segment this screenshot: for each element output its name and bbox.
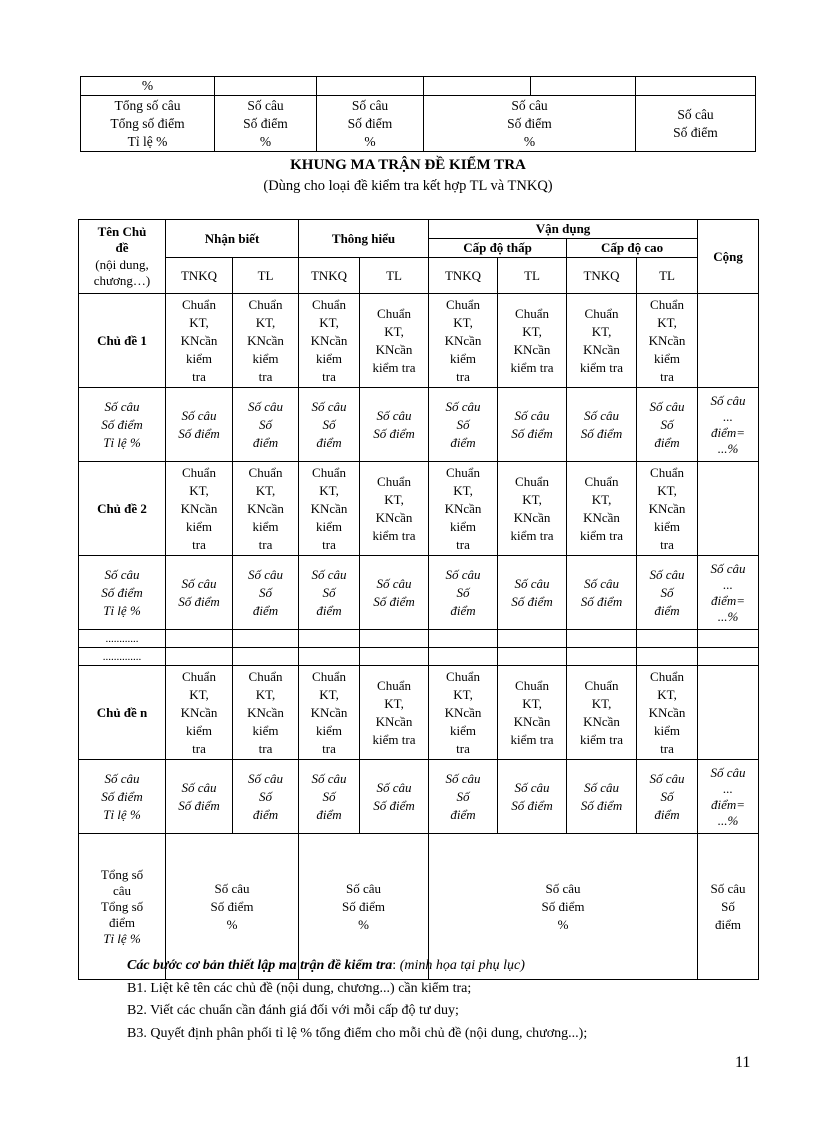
- standard-cell: Chuẩn KT, KNcần kiểm tra: [429, 666, 498, 760]
- standard-cell: Chuẩn KT, KNcần kiểm tra: [166, 666, 233, 760]
- tnkq-header: TNKQ: [166, 258, 233, 294]
- topic-header: Tên Chủ đề (nội dung, chương…): [79, 220, 166, 294]
- standard-cell: Chuẩn KT, KNcần kiểm tra: [233, 294, 299, 388]
- low-level-header: Cấp độ thấp: [429, 239, 567, 258]
- stat-cell: Số câu Số điểm: [360, 388, 429, 462]
- stat-cell: Số câu Số điểm: [233, 388, 299, 462]
- stat-cell: Số câu Số điểm: [637, 556, 698, 630]
- topic-name: Chủ đề 1: [79, 294, 166, 388]
- standard-cell: Chuẩn KT, KNcần kiểm tra: [233, 666, 299, 760]
- stat-total: Số câu ... điểm= ...%: [698, 388, 759, 462]
- understand-header: Thông hiểu: [299, 220, 429, 258]
- step-b3: B3. Quyết định phân phối tỉ lệ % tổng điểm cho mỗi chủ đề (nội dung, chương...);: [127, 1025, 588, 1041]
- page-subtitle: (Dùng cho loại đề kiểm tra kết hợp TL và TNKQ): [263, 178, 553, 194]
- apply-header: Vận dụng: [429, 220, 698, 239]
- stat-cell: Số câu Số điểm: [429, 388, 498, 462]
- high-level-header: Cấp độ cao: [567, 239, 698, 258]
- standard-cell: Chuẩn KT, KNcần kiểm tra: [299, 294, 360, 388]
- standard-cell: Chuẩn KT, KNcần kiểm tra: [498, 666, 567, 760]
- stat-cell: Số câu Số điểm: [360, 760, 429, 834]
- stat-cell: Số câu Số điểm: [498, 556, 567, 630]
- standard-cell: Chuẩn KT, KNcần kiểm tra: [567, 294, 637, 388]
- placeholder-row: ............: [79, 630, 166, 648]
- total-header: Cộng: [698, 220, 759, 294]
- standard-cell: Chuẩn KT, KNcần kiểm tra: [166, 294, 233, 388]
- total-label-cell: Tổng số câu Tổng số điểm Tỉ lệ %: [81, 96, 215, 152]
- steps-section: [127, 955, 587, 1045]
- placeholder-row: ..............: [79, 648, 166, 666]
- total-cell: Số câu Số điểm %: [215, 96, 317, 152]
- tnkq-header: TNKQ: [429, 258, 498, 294]
- stat-cell: Số câu Số điểm: [166, 760, 233, 834]
- standard-cell: Chuẩn KT, KNcần kiểm tra: [637, 666, 698, 760]
- standard-cell: Chuẩn KT, KNcần kiểm tra: [233, 462, 299, 556]
- standard-cell: Chuẩn KT, KNcần kiểm tra: [429, 462, 498, 556]
- stat-cell: Số câu Số điểm: [299, 388, 360, 462]
- page-title: KHUNG MA TRẬN ĐỀ KIỂM TRA: [290, 157, 526, 173]
- tl-header: TL: [637, 258, 698, 294]
- stat-cell: Số câu Số điểm: [299, 556, 360, 630]
- stat-total: Số câu ... điểm= ...%: [698, 556, 759, 630]
- stat-cell: Số câu Số điểm: [498, 760, 567, 834]
- total-cell: Số câu Số điểm: [636, 96, 756, 152]
- standard-cell: Chuẩn KT, KNcần kiểm tra: [498, 294, 567, 388]
- stat-cell: Số câu Số điểm: [637, 760, 698, 834]
- standard-cell: Chuẩn KT, KNcần kiểm tra: [360, 294, 429, 388]
- stat-total: Số câu ... điểm= ...%: [698, 760, 759, 834]
- topic-name: Chủ đề n: [79, 666, 166, 760]
- stat-cell: Số câu Số điểm: [233, 556, 299, 630]
- stat-cell: Số câu Số điểm: [360, 556, 429, 630]
- stat-cell: Số câu Số điểm: [299, 760, 360, 834]
- stat-label: Số câu Số điểm Tỉ lệ %: [79, 388, 166, 462]
- standard-cell: Chuẩn KT, KNcần kiểm tra: [637, 462, 698, 556]
- stat-cell: Số câu Số điểm: [429, 556, 498, 630]
- standard-cell: Chuẩn KT, KNcần kiểm tra: [498, 462, 567, 556]
- tl-header: TL: [233, 258, 299, 294]
- footer-cell: Số câu Số điểm %: [299, 834, 429, 980]
- stat-label: Số câu Số điểm Tỉ lệ %: [79, 760, 166, 834]
- standard-cell: Chuẩn KT, KNcần kiểm tra: [567, 666, 637, 760]
- standard-cell: Chuẩn KT, KNcần kiểm tra: [429, 294, 498, 388]
- stat-cell: Số câu Số điểm: [567, 388, 637, 462]
- total-cell: Số câu Số điểm %: [424, 96, 636, 152]
- topic-body: [79, 294, 759, 834]
- standard-cell: Chuẩn KT, KNcần kiểm tra: [360, 666, 429, 760]
- topic-name: Chủ đề 2: [79, 462, 166, 556]
- matrix-table: [78, 219, 759, 980]
- total-cell: Số câu Số điểm %: [317, 96, 424, 152]
- footer-total: Số câu Số điểm: [698, 834, 759, 980]
- stat-cell: Số câu Số điểm: [429, 760, 498, 834]
- stat-cell: Số câu Số điểm: [498, 388, 567, 462]
- footer-label: Tổng số câu Tổng số điểm Tỉ lệ %: [79, 834, 166, 980]
- standard-cell: Chuẩn KT, KNcần kiểm tra: [637, 294, 698, 388]
- tl-header: TL: [498, 258, 567, 294]
- stat-cell: Số câu Số điểm: [233, 760, 299, 834]
- tnkq-header: TNKQ: [567, 258, 637, 294]
- tnkq-header: TNKQ: [299, 258, 360, 294]
- stat-cell: Số câu Số điểm: [637, 388, 698, 462]
- standard-cell: Chuẩn KT, KNcần kiểm tra: [360, 462, 429, 556]
- footer-cell: Số câu Số điểm %: [166, 834, 299, 980]
- stat-cell: Số câu Số điểm: [567, 760, 637, 834]
- stat-cell: Số câu Số điểm: [567, 556, 637, 630]
- percent-cell: %: [81, 77, 215, 96]
- standard-cell: Chuẩn KT, KNcần kiểm tra: [299, 462, 360, 556]
- step-b2: B2. Viết các chuẩn cần đánh giá đối với mỗi cấp độ tư duy;: [127, 1003, 459, 1018]
- step-b1: B1. Liệt kê tên các chủ đề (nội dung, chương...) cần kiểm tra;: [127, 980, 472, 996]
- steps-heading: Các bước cơ bản thiết lập ma trận đề kiểm tra: (minh họa tại phụ lục): [127, 958, 525, 973]
- standard-cell: Chuẩn KT, KNcần kiểm tra: [166, 462, 233, 556]
- stat-cell: Số câu Số điểm: [166, 556, 233, 630]
- stat-cell: Số câu Số điểm: [166, 388, 233, 462]
- recognize-header: Nhận biết: [166, 220, 299, 258]
- summary-table: [80, 76, 756, 152]
- tl-header: TL: [360, 258, 429, 294]
- page-number: 11: [735, 1054, 751, 1071]
- footer-cell: Số câu Số điểm %: [429, 834, 698, 980]
- standard-cell: Chuẩn KT, KNcần kiểm tra: [299, 666, 360, 760]
- stat-label: Số câu Số điểm Tỉ lệ %: [79, 556, 166, 630]
- standard-cell: Chuẩn KT, KNcần kiểm tra: [567, 462, 637, 556]
